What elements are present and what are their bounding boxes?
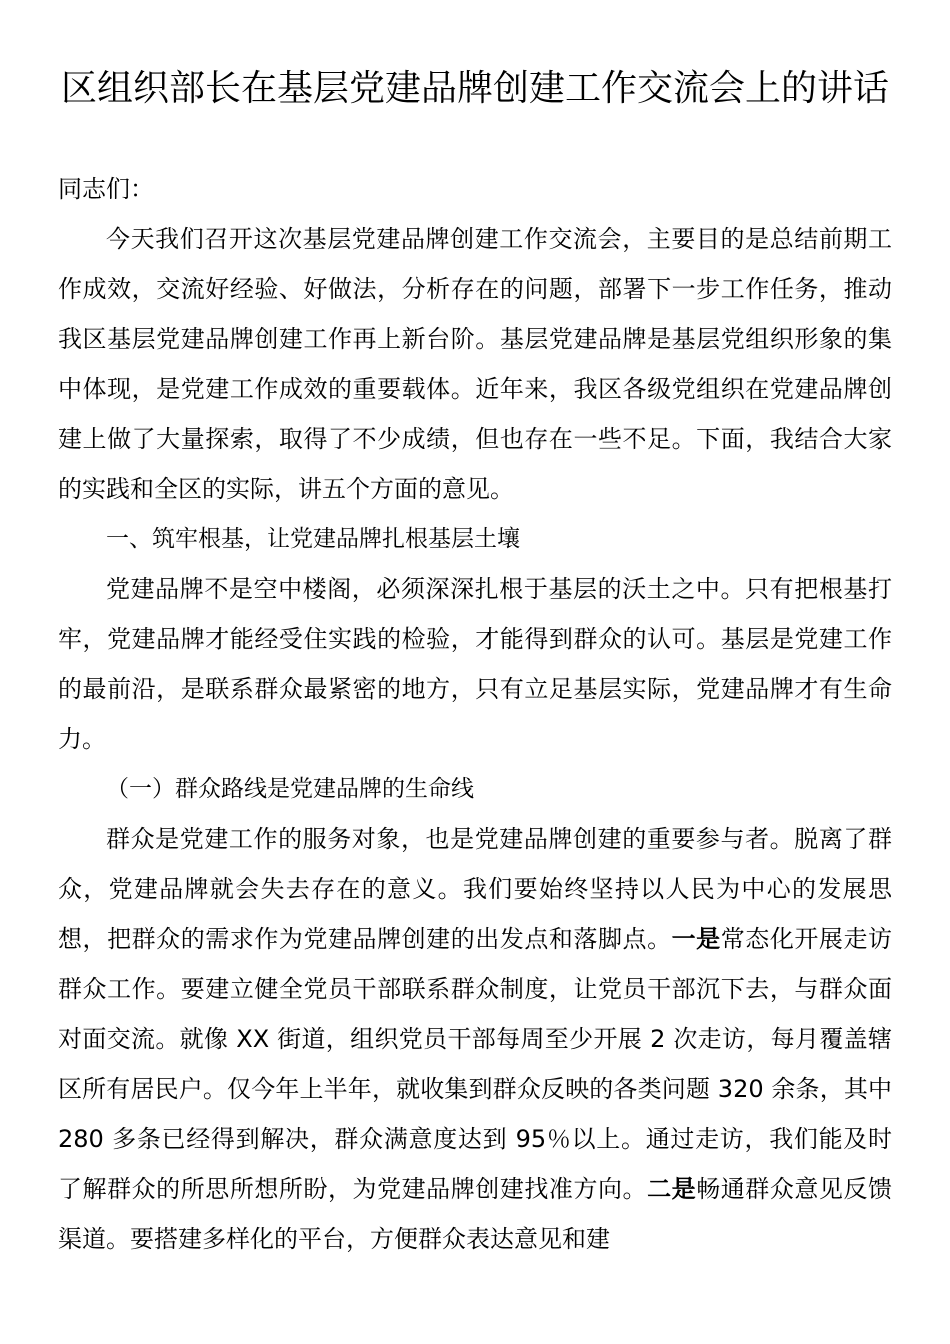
document-title: 区组织部长在基层党建品牌创建工作交流会上的讲话 — [60, 68, 889, 109]
document-body — [58, 164, 892, 1264]
salutation: 同志们： — [58, 175, 154, 203]
bold-marker: 一是 — [671, 925, 721, 953]
bold-marker: 二是 — [647, 1175, 697, 1203]
section-paragraph-1: 党建品牌不是空中楼阁，必须深深扎根于基层的沃土之中。只有把根基打牢，党建品牌才能经受住实践的检验，才能得到群众的认可。基层是党建工作的最前沿，是联系群众最紧密的地方，只有立足基层实际，党建品牌才有生命力。 — [58, 575, 892, 753]
paragraph-text: 常态化开展走访群众工作。要建立健全党员干部联系群众制度，让党员干部沉下去，与群众面对面交流。就像 XX 街道，组织党员干部每周至少开展 2 次走访，每月覆盖辖区所有居民户。仅今年上半年，就收集到群众反映的各类问题 320 余条，其中 280 多条已经得到解决，群众满意度达到 95％以上。通过走访，我们能及时了解群众的所思所想所盼，为党建品牌创建找准方向。 — [58, 925, 893, 1203]
subsection-heading-1: （一）群众路线是党建品牌的生命线 — [106, 776, 474, 802]
intro-paragraph: 今天我们召开这次基层党建品牌创建工作交流会，主要目的是总结前期工作成效，交流好经验、好做法，分析存在的问题，部署下一步工作任务，推动我区基层党建品牌创建工作再上新台阶。基层党建品牌是基层党组织形象的集中体现，是党建工作成效的重要载体。近年来，我区各级党组织在党建品牌创建上做了大量探索，取得了不少成绩，但也存在一些不足。下面，我结合大家的实践和全区的实际，讲五个方面的意见。 — [58, 225, 892, 503]
subsection-paragraph-1 — [58, 814, 892, 1264]
section-heading-1: 一、筑牢根基，让党建品牌扎根基层土壤 — [106, 526, 520, 552]
paragraph-text: 畅通群众意见反馈渠道。要搭建多样化的平台，方便群众表达意见和建 — [58, 1175, 893, 1253]
paragraph-text: 群众是党建工作的服务对象，也是党建品牌创建的重要参与者。脱离了群众，党建品牌就会失去存在的意义。我们要始终坚持以人民为中心的发展思想，把群众的需求作为党建品牌创建的出发点和落脚点。 — [58, 825, 892, 953]
